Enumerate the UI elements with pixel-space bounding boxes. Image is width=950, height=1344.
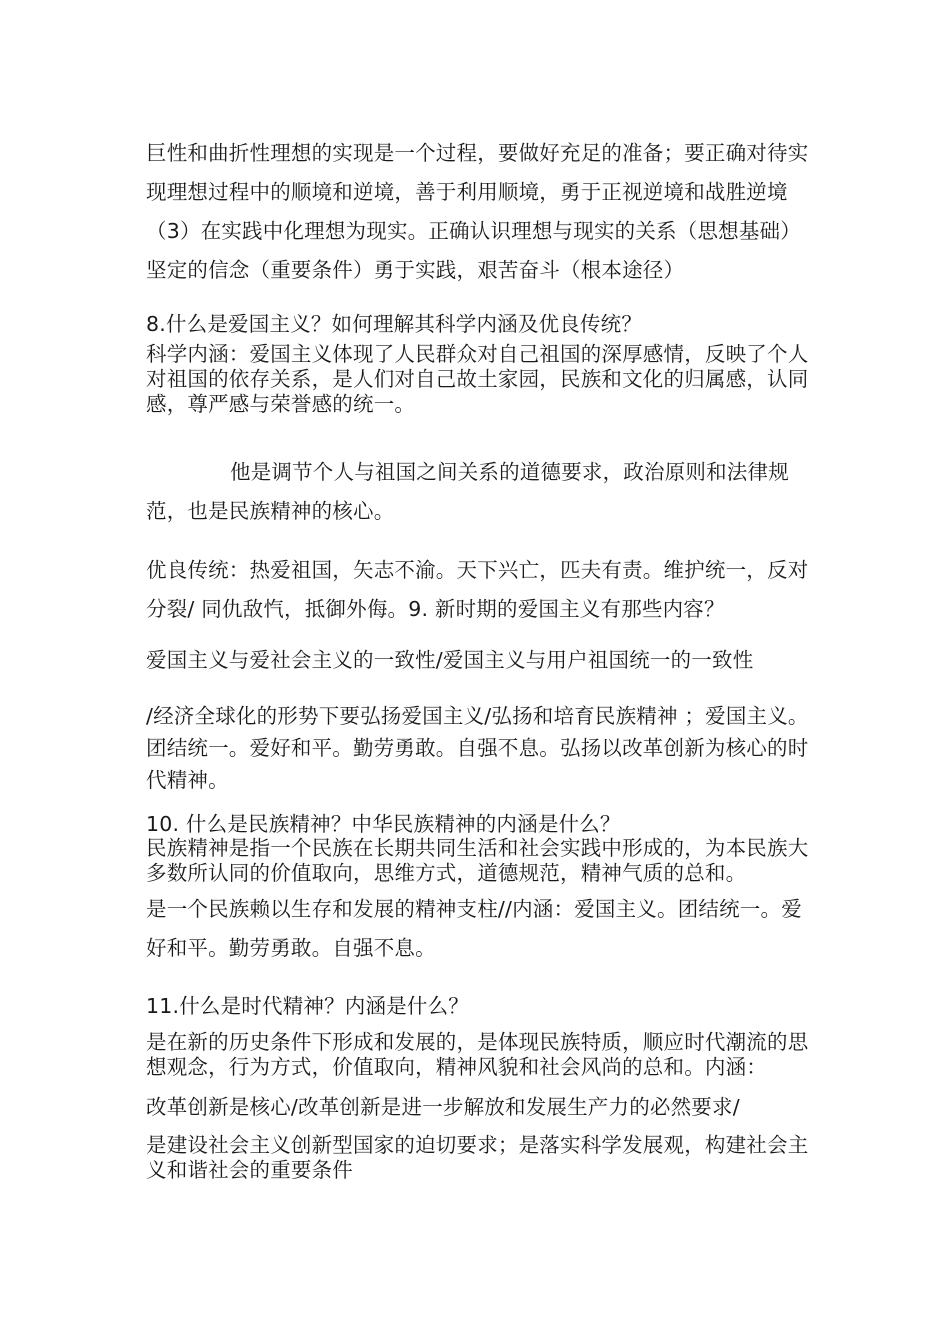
paragraph-patriotism-connotation: 科学内涵：爱国主义体现了人民群众对自己祖国的深厚感情，反映了个人对祖国的依存关系，是人们对自己故土家园，民族和文化的归属感，认同感，尊严感与荣誉感的统一。 (146, 342, 809, 416)
question-10-heading: 10. 什么是民族精神？中华民族精神的内涵是什么？ (146, 812, 621, 836)
paragraph-national-spirit-connotation: 是一个民族赖以生存和发展的精神支柱//内涵：爱国主义。团结统一。爱好和平。勤劳勇敢。自强不息。 (146, 897, 802, 960)
question-11-heading: 11.什么是时代精神？内涵是什么？ (146, 994, 470, 1018)
question-8-heading: 8.什么是爱国主义？如何理解其科学内涵及优良传统？ (146, 312, 643, 336)
paragraph-patriotism-tradition: 优良传统：热爱祖国，矢志不渝。天下兴亡，匹夫有责。维护统一，反对分裂/ 同仇敌忾，抵御外侮。9. 新时期的爱国主义有那些内容？ (146, 558, 809, 621)
paragraph-new-era-patriotism: 爱国主义与爱社会主义的一致性/爱国主义与用户祖国统一的一致性 (146, 648, 754, 672)
document-page (146, 134, 814, 1183)
paragraph-reform-innovation: 改革创新是核心/改革创新是进一步解放和发展生产力的必然要求/ (146, 1095, 740, 1119)
paragraph-innovation-country: 是建设社会主义创新型国家的迫切要求；是落实科学发展观，构建社会主义和谐社会的重要条件 (146, 1133, 809, 1182)
paragraph-era-spirit: 是在新的历史条件下形成和发展的，是体现民族特质，顺应时代潮流的思想观念，行为方式，价值取向，精神风貌和社会风尚的总和。内涵： (146, 1030, 809, 1079)
paragraph-national-spirit: 民族精神是指一个民族在长期共同生活和社会实践中形成的，为本民族大多数所认同的价值取向，思维方式，道德规范，精神气质的总和。 (146, 836, 809, 885)
paragraph-globalization: /经济全球化的形势下要弘扬爱国主义/弘扬和培育民族精神 ；爱国主义。团结统一。爱好和平。勤劳勇敢。自强不息。弘扬以改革创新为核心的时代精神。 (146, 704, 809, 792)
paragraph-ideal-reality: 巨性和曲折性理想的实现是一个过程，要做好充足的准备；要正确对待实现理想过程中的顺境和逆境，善于利用顺境，勇于正视逆境和战胜逆境（3）在实践中化理想为现实。正确认识理想与现实的关系（思想基础）坚定的信念（重要条件）勇于实践，艰苦奋斗（根本途径） (146, 141, 809, 282)
paragraph-patriotism-core: 他是调节个人与祖国之间关系的道德要求，政治原则和法律规范，也是民族精神的核心。 (146, 460, 789, 523)
